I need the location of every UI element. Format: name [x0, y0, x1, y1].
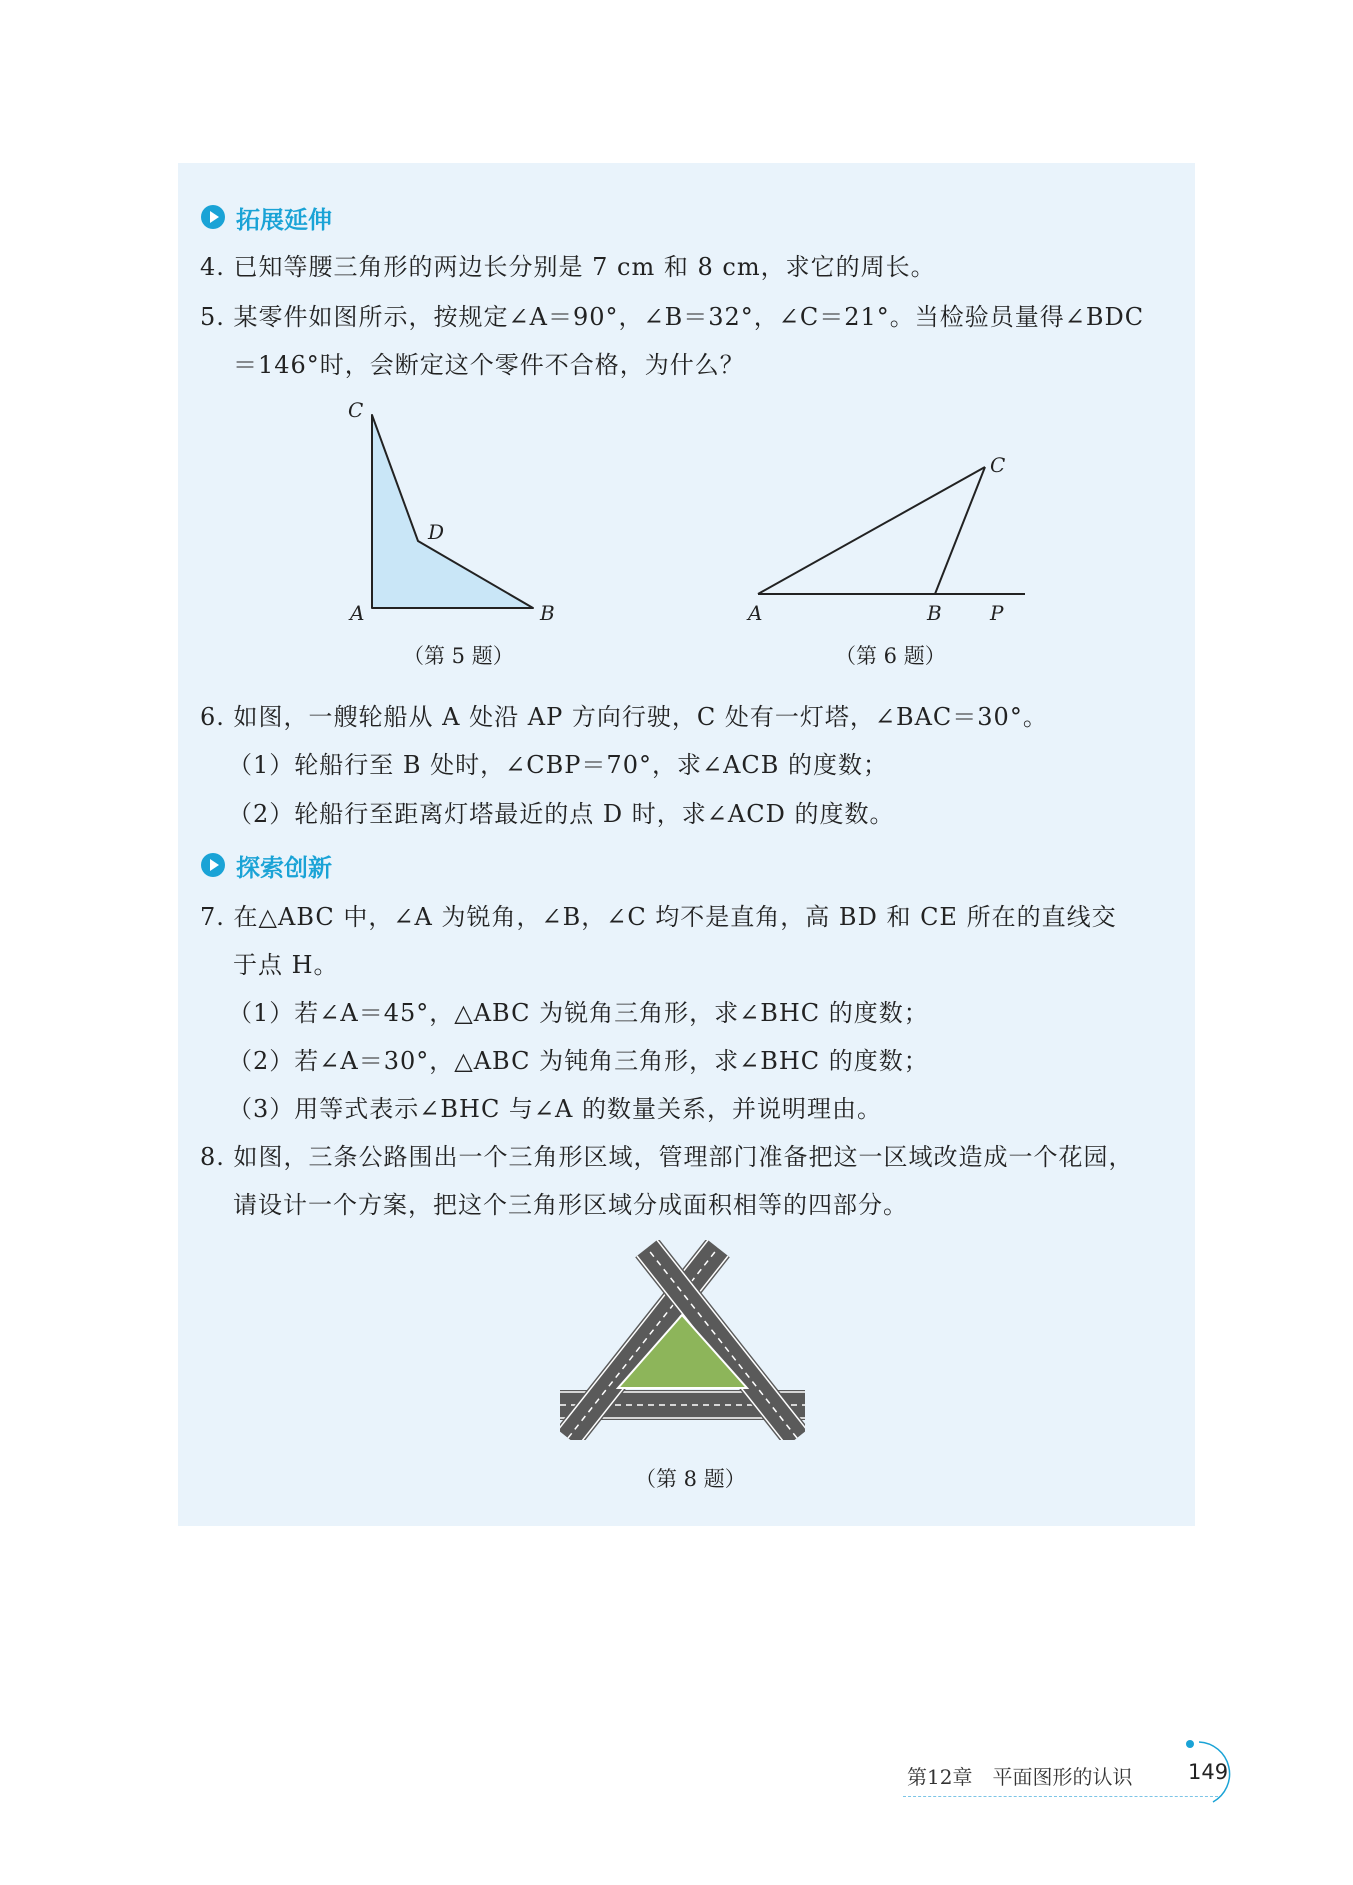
problem-7-line1: 7. 在△ABC 中，∠A 为锐角，∠B，∠C 均不是直角，高 BD 和 CE 所在的直线交 [200, 903, 1117, 931]
figure-8-caption: （第 8 题） [635, 1467, 746, 1491]
figure-6-label-b: B [927, 601, 942, 625]
figure-5-caption: （第 5 题） [403, 644, 514, 668]
problem-6-question-2: （2）轮船行至距离灯塔最近的点 D 时，求∠ACD 的度数。 [228, 800, 895, 828]
footer-divider [903, 1796, 1218, 1797]
problem-4: 4. 已知等腰三角形的两边长分别是 7 cm 和 8 cm，求它的周长。 [200, 253, 936, 281]
section-explore-heading [200, 846, 332, 884]
problem-6-line1: 6. 如图，一艘轮船从 A 处沿 AP 方向行驶，C 处有一灯塔，∠BAC＝30°。 [200, 703, 1048, 731]
figure-5-label-d: D [428, 520, 445, 544]
figure-6-diagram [740, 445, 1040, 630]
problem-6-question-1: （1）轮船行至 B 处时，∠CBP＝70°，求∠ACB 的度数； [228, 751, 889, 779]
problem-8-line2: 请设计一个方案，把这个三角形区域分成面积相等的四部分。 [233, 1191, 908, 1219]
problem-7-line2: 于点 H。 [233, 951, 339, 979]
figure-6-label-a: A [748, 601, 763, 625]
problem-8-line1: 8. 如图，三条公路围出一个三角形区域，管理部门准备把这一区域改造成一个花园， [200, 1143, 1134, 1171]
page-number: 149 [1188, 1760, 1229, 1784]
figure-6-line-bc [935, 467, 985, 594]
figure-6-label-p: P [990, 601, 1004, 625]
figure-5-label-c: C [348, 398, 364, 422]
figure-6-line-ac [758, 467, 985, 594]
play-circle-icon [200, 204, 226, 230]
section-extend-heading [200, 198, 332, 236]
figure-6-label-c: C [990, 453, 1006, 477]
section-explore-label: 探索创新 [236, 853, 332, 882]
figure-5-label-a: A [350, 601, 365, 625]
figure-5-diagram [340, 395, 580, 630]
figure-6-caption: （第 6 题） [835, 644, 946, 668]
problem-7-question-3: （3）用等式表示∠BHC 与∠A 的数量关系，并说明理由。 [228, 1095, 883, 1123]
problem-5-line1: 5. 某零件如图所示，按规定∠A＝90°，∠B＝32°，∠C＝21°。当检验员量得∠BDC [200, 303, 1145, 331]
problem-7-question-2: （2）若∠A＝30°，△ABC 为钝角三角形，求∠BHC 的度数； [228, 1047, 929, 1075]
figure-8-roads-diagram [560, 1240, 805, 1440]
problem-7-question-1: （1）若∠A＝45°，△ABC 为锐角三角形，求∠BHC 的度数； [228, 999, 929, 1027]
play-circle-icon [200, 852, 226, 878]
problem-5-line2: ＝146°时，会断定这个零件不合格，为什么？ [233, 351, 745, 379]
figure-5-shape [372, 415, 533, 608]
chapter-title: 第12章 平面图形的认识 [907, 1765, 1133, 1789]
figure-5-label-b: B [540, 601, 555, 625]
section-extend-label: 拓展延伸 [236, 205, 332, 234]
